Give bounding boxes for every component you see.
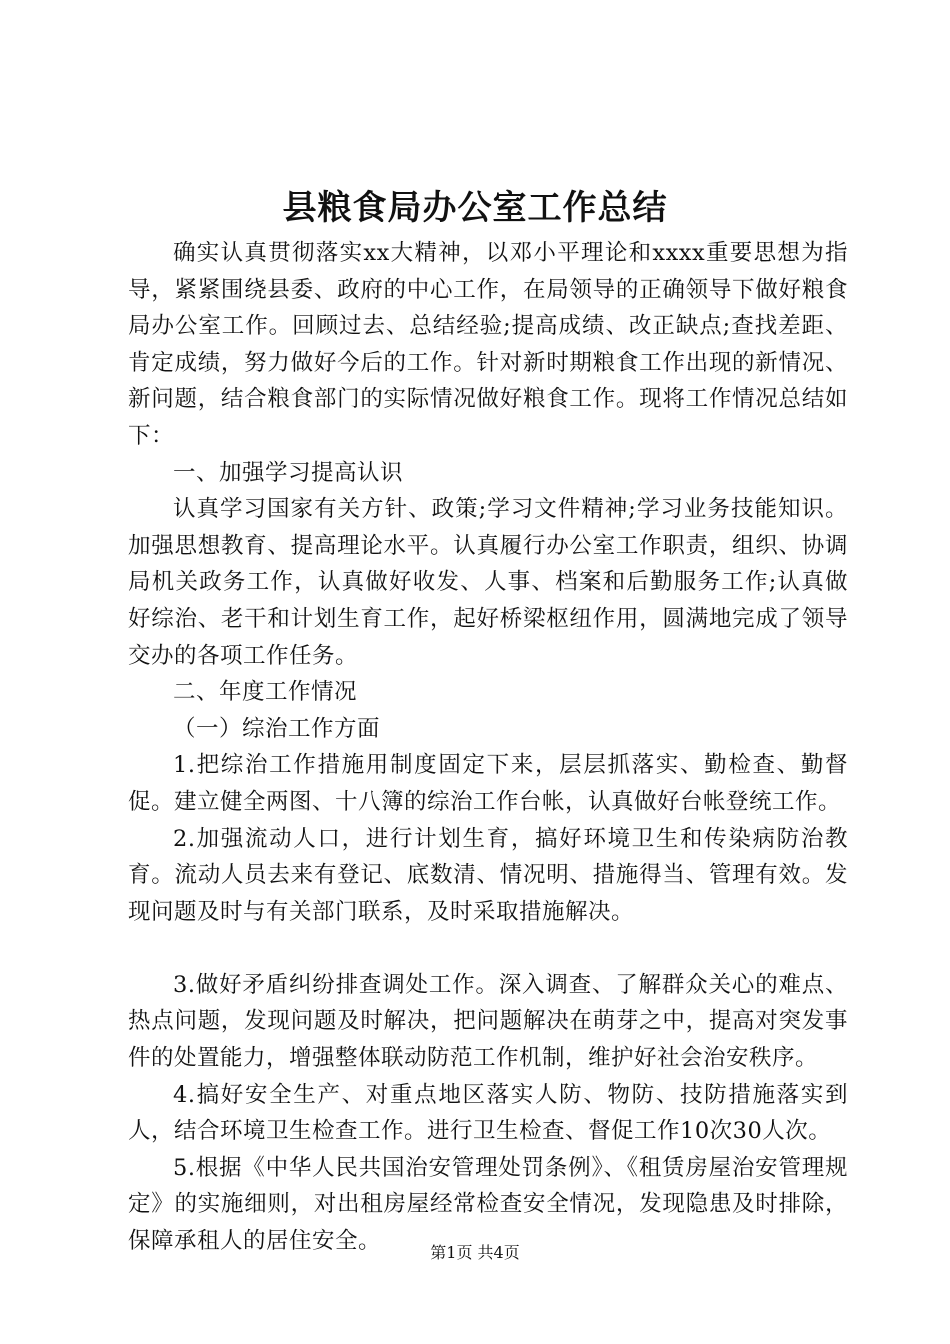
section-heading-1: 一、加强学习提高认识: [173, 459, 404, 486]
item-3-paragraph: 3.做好矛盾纠纷排查调处工作。深入调查、了解群众关心的难点、热点问题，发现问题及时解决，把问题解决在萌芽之中，提高对突发事件的处置能力，增强整体联动防范工作机制，维护好社会治安秩序。: [128, 971, 848, 1072]
subsection-heading-1: （一）综治工作方面: [173, 715, 381, 742]
item-4-paragraph: 4.搞好安全生产、对重点地区落实人防、物防、技防措施落实到人，结合环境卫生检查工作。进行卫生检查、督促工作10次30人次。: [128, 1081, 848, 1145]
intro-paragraph: 确实认真贯彻落实xx大精神，以邓小平理论和xxxx重要思想为指导，紧紧围绕县委、政府的中心工作，在局领导的正确领导下做好粮食局办公室工作。回顾过去、总结经验;提高成绩、改正缺点;查找差距、肯定成绩，努力做好今后的工作。针对新时期粮食工作出现的新情况、新问题，结合粮食部门的实际情况做好粮食工作。现将工作情况总结如下：: [128, 240, 848, 449]
item-1-paragraph: 1.把综治工作措施用制度固定下来，层层抓落实、勤检查、勤督促。建立健全两图、十八簿的综治工作台帐，认真做好台帐登统工作。: [128, 752, 848, 815]
document-title: 县粮食局办公室工作总结: [282, 188, 668, 228]
item-2-paragraph: 2.加强流动人口，进行计划生育，搞好环境卫生和传染病防治教育。流动人员去来有登记、底数清、情况明、措施得当、管理有效。发现问题及时与有关部门联系，及时采取措施解决。: [128, 825, 848, 925]
section-heading-2: 二、年度工作情况: [173, 679, 358, 706]
page-number-footer: 第1页 共4页: [430, 1243, 520, 1262]
document-body: [128, 235, 848, 1260]
item-5-paragraph: 5.根据《中华人民共国治安管理处罚条例》、《租赁房屋治安管理规定》的实施细则，对出租房屋经常检查安全情况，发现隐患及时排除，保障承租人的居住安全。: [128, 1154, 848, 1255]
section-1-paragraph: 认真学习国家有关方针、政策;学习文件精神;学习业务技能知识。加强思想教育、提高理论水平。认真履行办公室工作职责，组织、协调局机关政务工作，认真做好收发、人事、档案和后勤服务工作;认真做好综治、老干和计划生育工作，起好桥梁枢纽作用，圆满地完成了领导交办的各项工作任务。: [128, 496, 848, 669]
